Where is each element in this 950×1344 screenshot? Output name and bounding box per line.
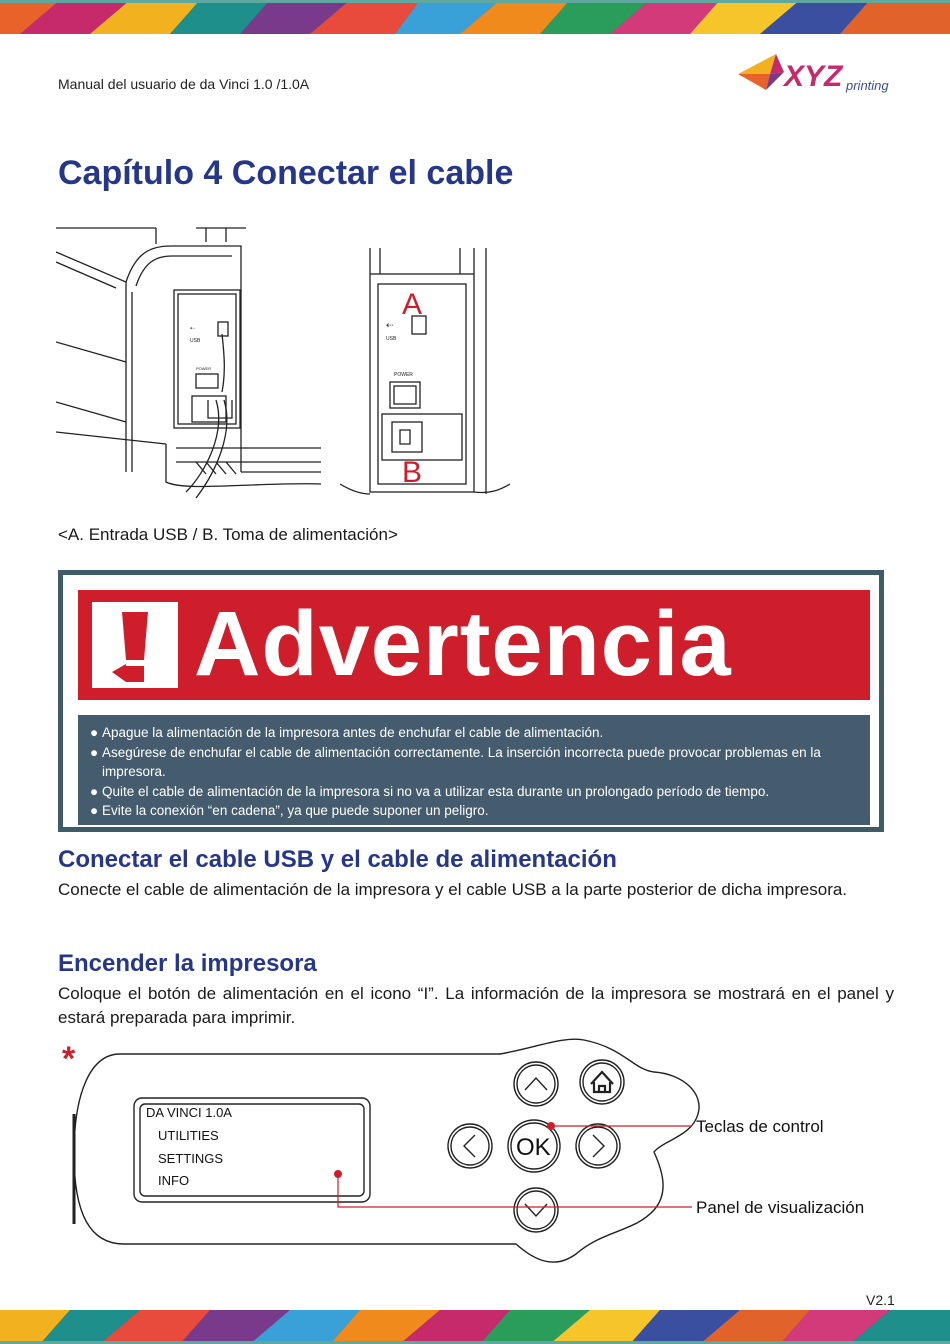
section-heading-power: Encender la impresora bbox=[58, 950, 317, 977]
warning-title: Advertencia bbox=[194, 593, 732, 695]
lcd-line-title: DA VINCI 1.0A bbox=[146, 1105, 232, 1120]
left-button[interactable] bbox=[448, 1124, 492, 1168]
callout-control-keys: Teclas de control bbox=[696, 1117, 824, 1136]
svg-text:XYZ: XYZ bbox=[784, 60, 843, 93]
home-button[interactable] bbox=[580, 1060, 624, 1104]
svg-text:⇠: ⇠ bbox=[190, 326, 196, 332]
lcd-line-settings: SETTINGS bbox=[158, 1151, 224, 1166]
xyzprinting-logo bbox=[736, 46, 896, 102]
callout-display-panel: Panel de visualización bbox=[696, 1198, 865, 1217]
note-asterisk: * bbox=[62, 1040, 76, 1078]
chapter-title: Capítulo 4 Conectar el cable bbox=[58, 154, 514, 192]
section-heading-usb: Conectar el cable USB y el cable de alimentación bbox=[58, 846, 617, 873]
svg-text:A: A bbox=[402, 288, 423, 321]
svg-text:OK: OK bbox=[516, 1134, 551, 1161]
svg-text:POWER: POWER bbox=[196, 366, 212, 371]
printer-rear-illustration bbox=[56, 222, 326, 505]
right-button[interactable] bbox=[576, 1124, 620, 1168]
svg-text:⇠: ⇠ bbox=[386, 320, 394, 330]
version-label: V2.1 bbox=[866, 1292, 895, 1308]
warning-item: ● Quite el cable de alimentación de la impresora si no va a utilizar esta durante un prolongado período de tiempo. bbox=[90, 783, 770, 799]
warning-list-box bbox=[78, 715, 870, 825]
svg-text:USB: USB bbox=[190, 338, 201, 344]
lcd-line-utilities: UTILITIES bbox=[158, 1128, 219, 1143]
svg-text:printing: printing bbox=[846, 78, 889, 93]
warning-item: ● Asegúrese de enchufar el cable de alimentación correctamente. La inserción incorrecta puede provocar problemas en la impresora. bbox=[90, 744, 821, 779]
top-decorative-band bbox=[0, 0, 950, 34]
down-button[interactable] bbox=[514, 1188, 558, 1232]
svg-text:B: B bbox=[402, 456, 423, 489]
section-body-usb: Conecte el cable de alimentación de la impresora y el cable USB a la parte posterior de dicha impresora. bbox=[58, 880, 848, 899]
port-closeup-illustration bbox=[340, 244, 510, 505]
manual-title: Manual del usuario de da Vinci 1.0 /1.0A bbox=[58, 76, 310, 92]
svg-text:POWER: POWER bbox=[394, 372, 413, 378]
figure-caption: <A. Entrada USB / B. Toma de alimentación> bbox=[58, 525, 398, 544]
warning-item: ● Evite la conexión “en cadena”, ya que puede suponer un peligro. bbox=[90, 803, 489, 818]
warning-item: ● Apague la alimentación de la impresora antes de enchufar el cable de alimentación. bbox=[90, 725, 604, 740]
up-button[interactable] bbox=[514, 1062, 558, 1106]
warning-banner bbox=[78, 590, 870, 700]
section-body-power: Coloque el botón de alimentación en el icono “I”. La información de la impresora se mostrará en el panel y estará preparada para imprimir. bbox=[58, 984, 894, 1027]
lcd-line-info: INFO bbox=[158, 1173, 190, 1188]
svg-text:USB: USB bbox=[386, 336, 397, 342]
bottom-decorative-band bbox=[0, 1310, 950, 1344]
exclamation-icon bbox=[92, 602, 178, 688]
